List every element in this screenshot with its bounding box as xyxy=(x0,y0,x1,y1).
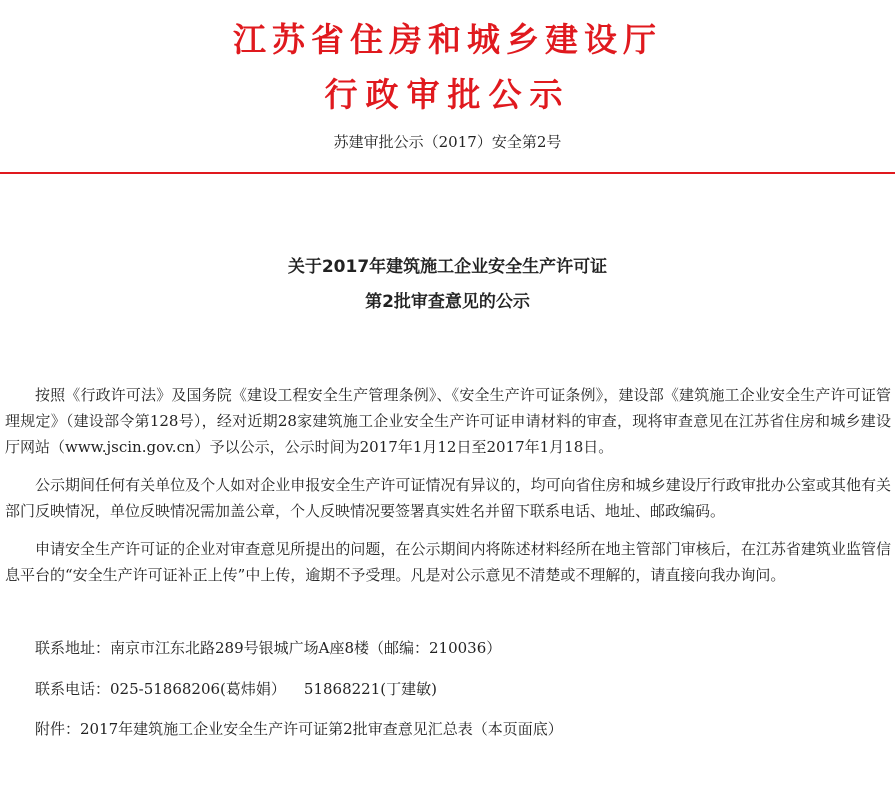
body-paragraph: 按照《行政许可法》及国务院《建设工程安全生产管理条例》、《安全生产许可证条例》，建设部《建筑施工企业安全生产许可证管理规定》（建设部令第128号），经对近期28家建筑施工企业安全生产许可证申请材料的审查，现将审查意见在江苏省住房和城乡建设厅网站（www.jscin.gov.cn）予以公示，公示时间为2017年1月12日至2017年1月18日。 xyxy=(5,386,891,456)
doc-type-title: 行政审批公示 xyxy=(324,75,571,114)
body-paragraph: 申请安全生产许可证的企业对审查意见所提出的问题，在公示期间内将陈述材料经所在地主管部门审核后，在江苏省建筑业监管信息平台的“安全生产许可证补正上传”中上传，逾期不予受理。凡是对公示意见不清楚或不理解的，请直接向我办询问。 xyxy=(5,540,891,584)
notice-title-line1: 关于2017年建筑施工企业安全生产许可证 xyxy=(287,257,608,277)
body-paragraph: 公示期间任何有关单位及个人如对企业申报安全生产许可证情况有异议的，均可向省住房和城乡建设厅行政审批办公室或其他有关部门反映情况，单位反映情况需加盖公章，个人反映情况要签署真实姓名并留下联系电话、地址、邮政编码。 xyxy=(5,476,891,520)
contact-phone xyxy=(35,678,437,700)
contact-phone-primary: 联系电话：025-51868206(葛炜娟） xyxy=(35,680,286,698)
contact-phone-secondary: 51868221(丁建敏) xyxy=(303,680,437,698)
header-divider xyxy=(0,172,895,174)
attachment-note: 附件：2017年建筑施工企业安全生产许可证第2批审查意见汇总表（本页面底） xyxy=(35,720,563,738)
notice-body xyxy=(5,382,891,600)
notice-title-line2: 第2批审查意见的公示 xyxy=(365,292,530,312)
org-title: 江苏省住房和城乡建设厅 xyxy=(233,20,662,59)
contact-address: 联系地址：南京市江东北路289号银城广场A座8楼（邮编：210036） xyxy=(35,639,502,657)
doc-number: 苏建审批公示（2017）安全第2号 xyxy=(333,133,562,151)
